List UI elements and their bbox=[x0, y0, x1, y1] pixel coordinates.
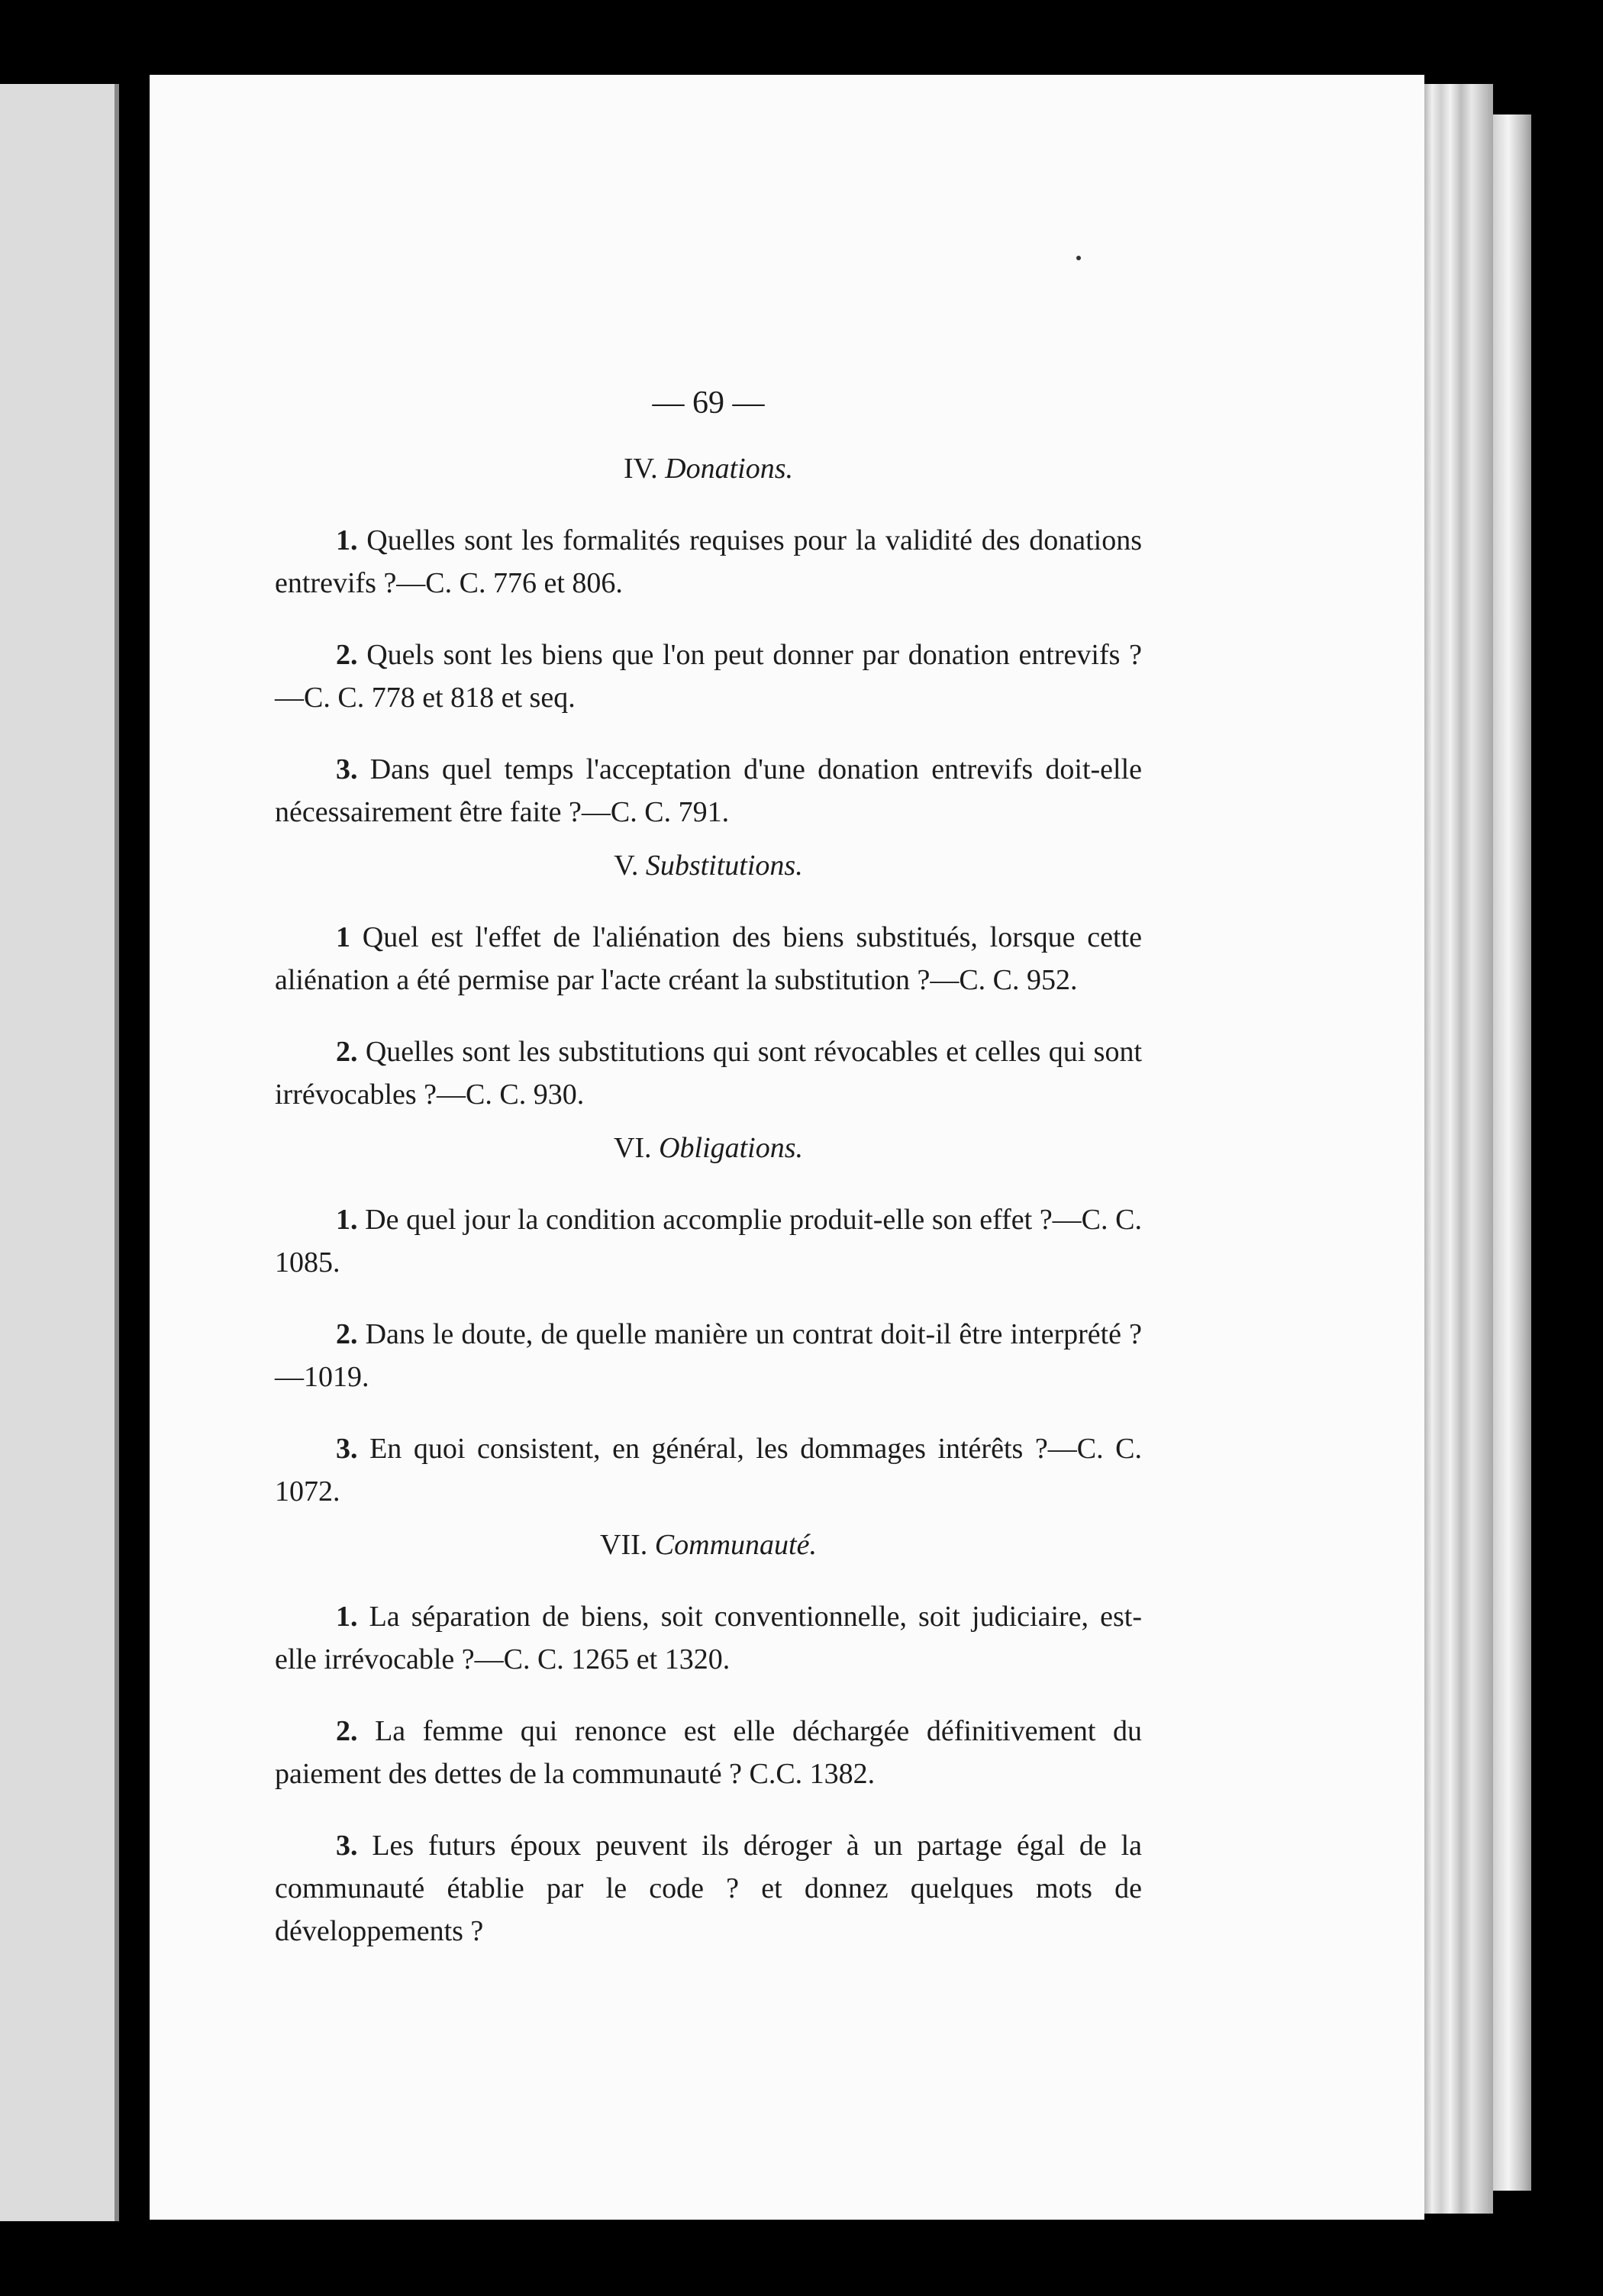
section-title: Communauté. bbox=[654, 1529, 817, 1561]
question-text: Dans quel temps l'acceptation d'une donation entrevifs doit-elle nécessairement être faite ?—C. C. 791. bbox=[275, 753, 1142, 828]
question-number: 2. bbox=[336, 1318, 358, 1350]
page-text bbox=[275, 382, 1142, 1962]
section-title: Donations. bbox=[665, 453, 794, 485]
section-heading bbox=[275, 1524, 1142, 1566]
question-text: Quels sont les biens que l'on peut donner par donation entrevifs ?—C. C. 778 et 818 et seq. bbox=[275, 639, 1143, 714]
question-number: 2. bbox=[336, 1036, 358, 1068]
question-text: Dans le doute, de quelle manière un contrat doit-il être interprété ?—1019. bbox=[275, 1318, 1143, 1393]
page-number: — 69 — bbox=[652, 385, 765, 421]
question-text: Quelles sont les substitutions qui sont révocables et celles qui sont irrévocables ?—C. C. 930. bbox=[275, 1036, 1142, 1111]
question-number: 1. bbox=[336, 524, 358, 556]
section-title: Substitutions. bbox=[645, 850, 803, 882]
ink-speck bbox=[1076, 256, 1081, 260]
question-text: De quel jour la condition accomplie produit-elle son effet ?—C. C. 1085. bbox=[275, 1204, 1143, 1279]
question-text: Les futurs époux peuvent ils déroger à un partage égal de la communauté établie par le code ? et donnez quelques mots de développements ? bbox=[275, 1830, 1142, 1947]
question-number: 3. bbox=[336, 753, 358, 785]
question-item bbox=[275, 1313, 1142, 1398]
question-text: En quoi consistent, en général, les dommages intérêts ?—C. C. 1072. bbox=[275, 1433, 1143, 1508]
question-number: 3. bbox=[336, 1433, 358, 1465]
question-number: 2. bbox=[336, 639, 358, 671]
question-item bbox=[275, 748, 1142, 834]
section-heading bbox=[275, 1127, 1142, 1169]
question-item bbox=[275, 519, 1142, 605]
question-number: 1. bbox=[336, 1204, 358, 1236]
question-number: 3. bbox=[336, 1830, 358, 1862]
section-obligations bbox=[275, 1127, 1142, 1513]
question-text: La femme qui renonce est elle déchargée définitivement du paiement des dettes de la communauté ? C.C. 1382. bbox=[275, 1715, 1142, 1790]
cover-edge bbox=[1493, 114, 1531, 2191]
question-item bbox=[275, 1427, 1142, 1513]
question-text: La séparation de biens, soit conventionnelle, soit judiciaire, est-elle irrévocable ?—C. C. 1265 et 1320. bbox=[275, 1601, 1142, 1675]
question-item bbox=[275, 1824, 1142, 1953]
section-heading bbox=[275, 844, 1142, 887]
section-substitutions bbox=[275, 844, 1142, 1116]
section-numeral: IV. bbox=[623, 453, 658, 485]
section-title: Obligations. bbox=[659, 1132, 804, 1164]
question-item bbox=[275, 1030, 1142, 1116]
question-text: Quel est l'effet de l'aliénation des biens substitués, lorsque cette aliénation a été permise par l'acte créant la substitution ?—C. C. 952. bbox=[275, 921, 1142, 996]
question-number: 1. bbox=[336, 1601, 358, 1633]
section-donations bbox=[275, 447, 1142, 834]
question-item bbox=[275, 1710, 1142, 1795]
question-text: Quelles sont les formalités requises pour la validité des donations entrevifs ?—C. C. 776 et 806. bbox=[275, 524, 1142, 599]
question-number: 2. bbox=[336, 1715, 358, 1747]
section-numeral: V. bbox=[614, 850, 639, 882]
question-item bbox=[275, 634, 1142, 719]
section-heading bbox=[275, 447, 1142, 490]
question-item bbox=[275, 1198, 1142, 1284]
question-item bbox=[275, 916, 1142, 1001]
section-numeral: VII. bbox=[600, 1529, 648, 1561]
left-page-edge bbox=[0, 84, 119, 2221]
question-number: 1 bbox=[336, 921, 350, 953]
section-numeral: VI. bbox=[613, 1132, 652, 1164]
question-item bbox=[275, 1595, 1142, 1681]
section-communaute bbox=[275, 1524, 1142, 1953]
page-stack-edge bbox=[1424, 84, 1493, 2214]
